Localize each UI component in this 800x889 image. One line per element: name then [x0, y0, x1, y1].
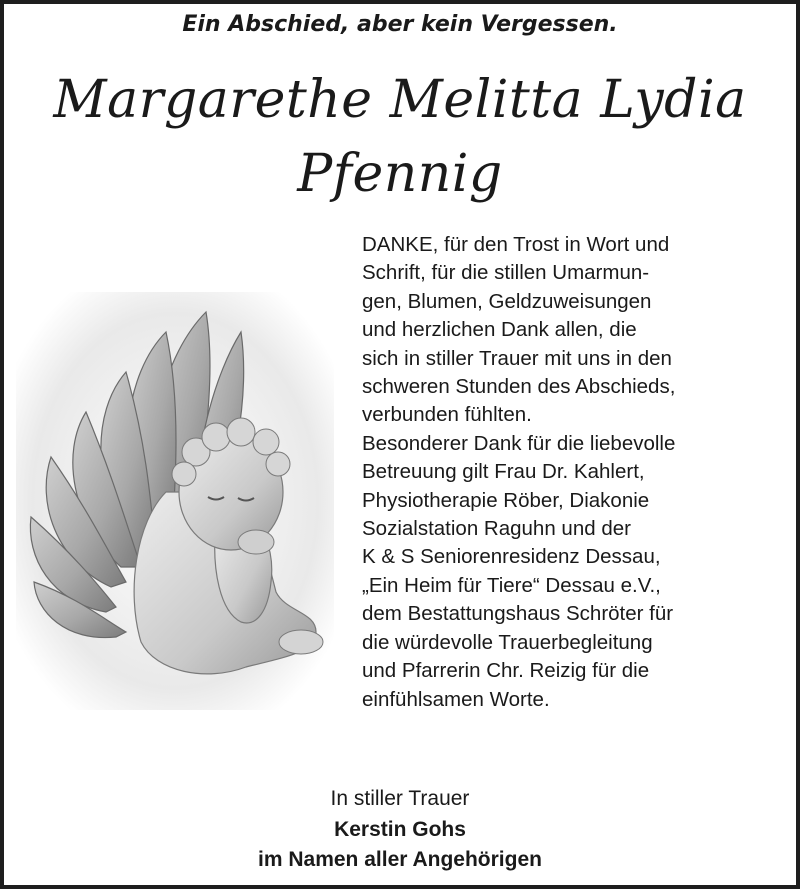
thanks-line: sich in stiller Trauer mit uns in den	[362, 346, 672, 370]
angel-figurine-image	[16, 292, 334, 710]
deceased-name-line-2: Pfennig	[297, 144, 503, 204]
thanks-line: Schrift, für die stillen Umarmun-	[362, 261, 650, 285]
thanks-line: Betreuung gilt Frau Dr. Kahlert,	[362, 460, 645, 484]
thanks-line: und herzlichen Dank allen, die	[362, 318, 637, 342]
thanks-line: DANKE, für den Trost in Wort und	[362, 233, 670, 256]
thanks-text	[362, 231, 792, 714]
thanks-line: gen, Blumen, Geldzuweisungen	[362, 289, 652, 313]
deceased-name-line-1: Margarethe Melitta Lydia	[53, 70, 747, 130]
thanks-line: einfühlsamen Worte.	[362, 687, 550, 711]
thanks-line: und Pfarrerin Chr. Reizig für die	[362, 659, 650, 683]
thanks-line: dem Bestattungshaus Schröter für	[362, 602, 674, 626]
signature-name: Kerstin Gohs	[334, 818, 466, 841]
thanks-line: verbunden fühlten.	[362, 403, 532, 427]
thanks-line: Besonderer Dank für die liebevolle	[362, 431, 676, 455]
thanks-line: die würdevolle Trauerbegleitung	[362, 630, 653, 654]
thanks-line: Sozialstation Raguhn und der	[362, 517, 631, 541]
thanks-line: schweren Stunden des Abschieds,	[362, 375, 676, 399]
thanks-line: K & S Seniorenresidenz Dessau,	[362, 545, 661, 569]
motto-heading: Ein Abschied, aber kein Vergessen.	[182, 12, 618, 37]
signature-intro: In stiller Trauer	[330, 787, 470, 810]
thanks-line: „Ein Heim für Tiere“ Dessau e.V.,	[362, 573, 661, 597]
thanks-line: Physiotherapie Röber, Diakonie	[362, 488, 650, 512]
signature-family: im Namen aller Angehörigen	[258, 848, 542, 871]
